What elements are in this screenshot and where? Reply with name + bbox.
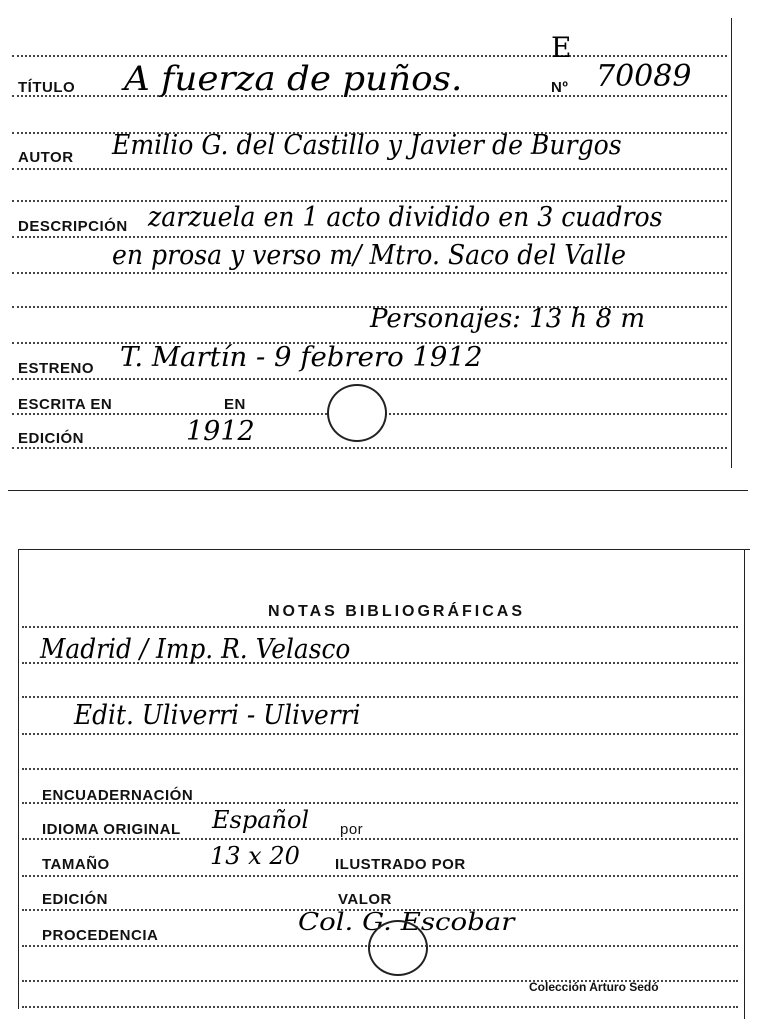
letter-mark: E: [551, 31, 572, 64]
tamano-value: 13 x 20: [210, 842, 300, 870]
procedencia-label: PROCEDENCIA: [42, 927, 159, 944]
por-label: por: [340, 821, 364, 838]
notes-line2: Edit. Uliverri - Uliverri: [74, 700, 361, 731]
edicion-value: 1912: [186, 416, 255, 447]
valor-label: VALOR: [338, 891, 392, 908]
card-border-right: [744, 549, 745, 1019]
edicion-label: EDICIÓN: [18, 430, 85, 447]
ruled-line: [12, 272, 727, 274]
notas-heading: NOTAS BIBLIOGRÁFICAS: [268, 603, 526, 620]
ruled-line: [22, 838, 738, 840]
encuadernacion-label: ENCUADERNACIÓN: [42, 787, 194, 804]
autor-label: AUTOR: [18, 149, 74, 166]
titulo-value: A fuerza de puños.: [124, 59, 463, 99]
titulo-label: TÍTULO: [18, 79, 76, 96]
ruled-line: [12, 236, 727, 238]
ruled-line: [12, 378, 727, 380]
catalog-card-bottom: [0, 540, 759, 1028]
ruled-line: [12, 55, 727, 57]
edicion-label-bottom: EDICIÓN: [42, 891, 109, 908]
numero-value: 70089: [596, 59, 692, 94]
escrita-en-label: ESCRITA EN: [18, 396, 113, 413]
estreno-label: ESTRENO: [18, 360, 95, 377]
numero-label: Nº: [551, 79, 569, 96]
ruled-line: [22, 696, 738, 698]
ruled-line: [22, 875, 738, 877]
punch-hole: [327, 384, 387, 442]
procedencia-value: Col. G. Escobar: [298, 908, 515, 936]
collection-footer: Colección Arturo Sedó: [529, 980, 659, 994]
estreno-value: T. Martín - 9 febrero 1912: [120, 342, 483, 373]
descripcion-value-line2: en prosa y verso m/ Mtro. Saco del Valle: [112, 240, 626, 271]
card-border-top: [18, 549, 750, 550]
card-border-left: [18, 549, 19, 1009]
personajes-value: Personajes: 13 h 8 m: [370, 304, 646, 334]
descripcion-value-line1: zarzuela en 1 acto dividido en 3 cuadros: [148, 202, 663, 233]
card-border-right: [731, 18, 732, 468]
ruled-line: [22, 733, 738, 735]
ruled-line: [12, 168, 727, 170]
ruled-line: [12, 447, 727, 449]
ruled-line: [22, 626, 738, 628]
ilustrado-por-label: ILUSTRADO POR: [335, 856, 466, 873]
ruled-line: [22, 768, 738, 770]
descripcion-label: DESCRIPCIÓN: [18, 218, 128, 235]
tamano-label: TAMAÑO: [42, 856, 110, 873]
idioma-original-label: IDIOMA ORIGINAL: [42, 821, 181, 838]
idioma-original-value: Español: [212, 806, 310, 834]
card-border-bottom: [8, 490, 748, 491]
notes-line1: Madrid / Imp. R. Velasco: [40, 634, 351, 665]
ruled-line: [22, 1006, 738, 1008]
punch-hole: [368, 920, 428, 976]
catalog-card-top: [0, 0, 759, 500]
en-label: EN: [224, 396, 246, 413]
autor-value: Emilio G. del Castillo y Javier de Burgos: [112, 130, 622, 161]
